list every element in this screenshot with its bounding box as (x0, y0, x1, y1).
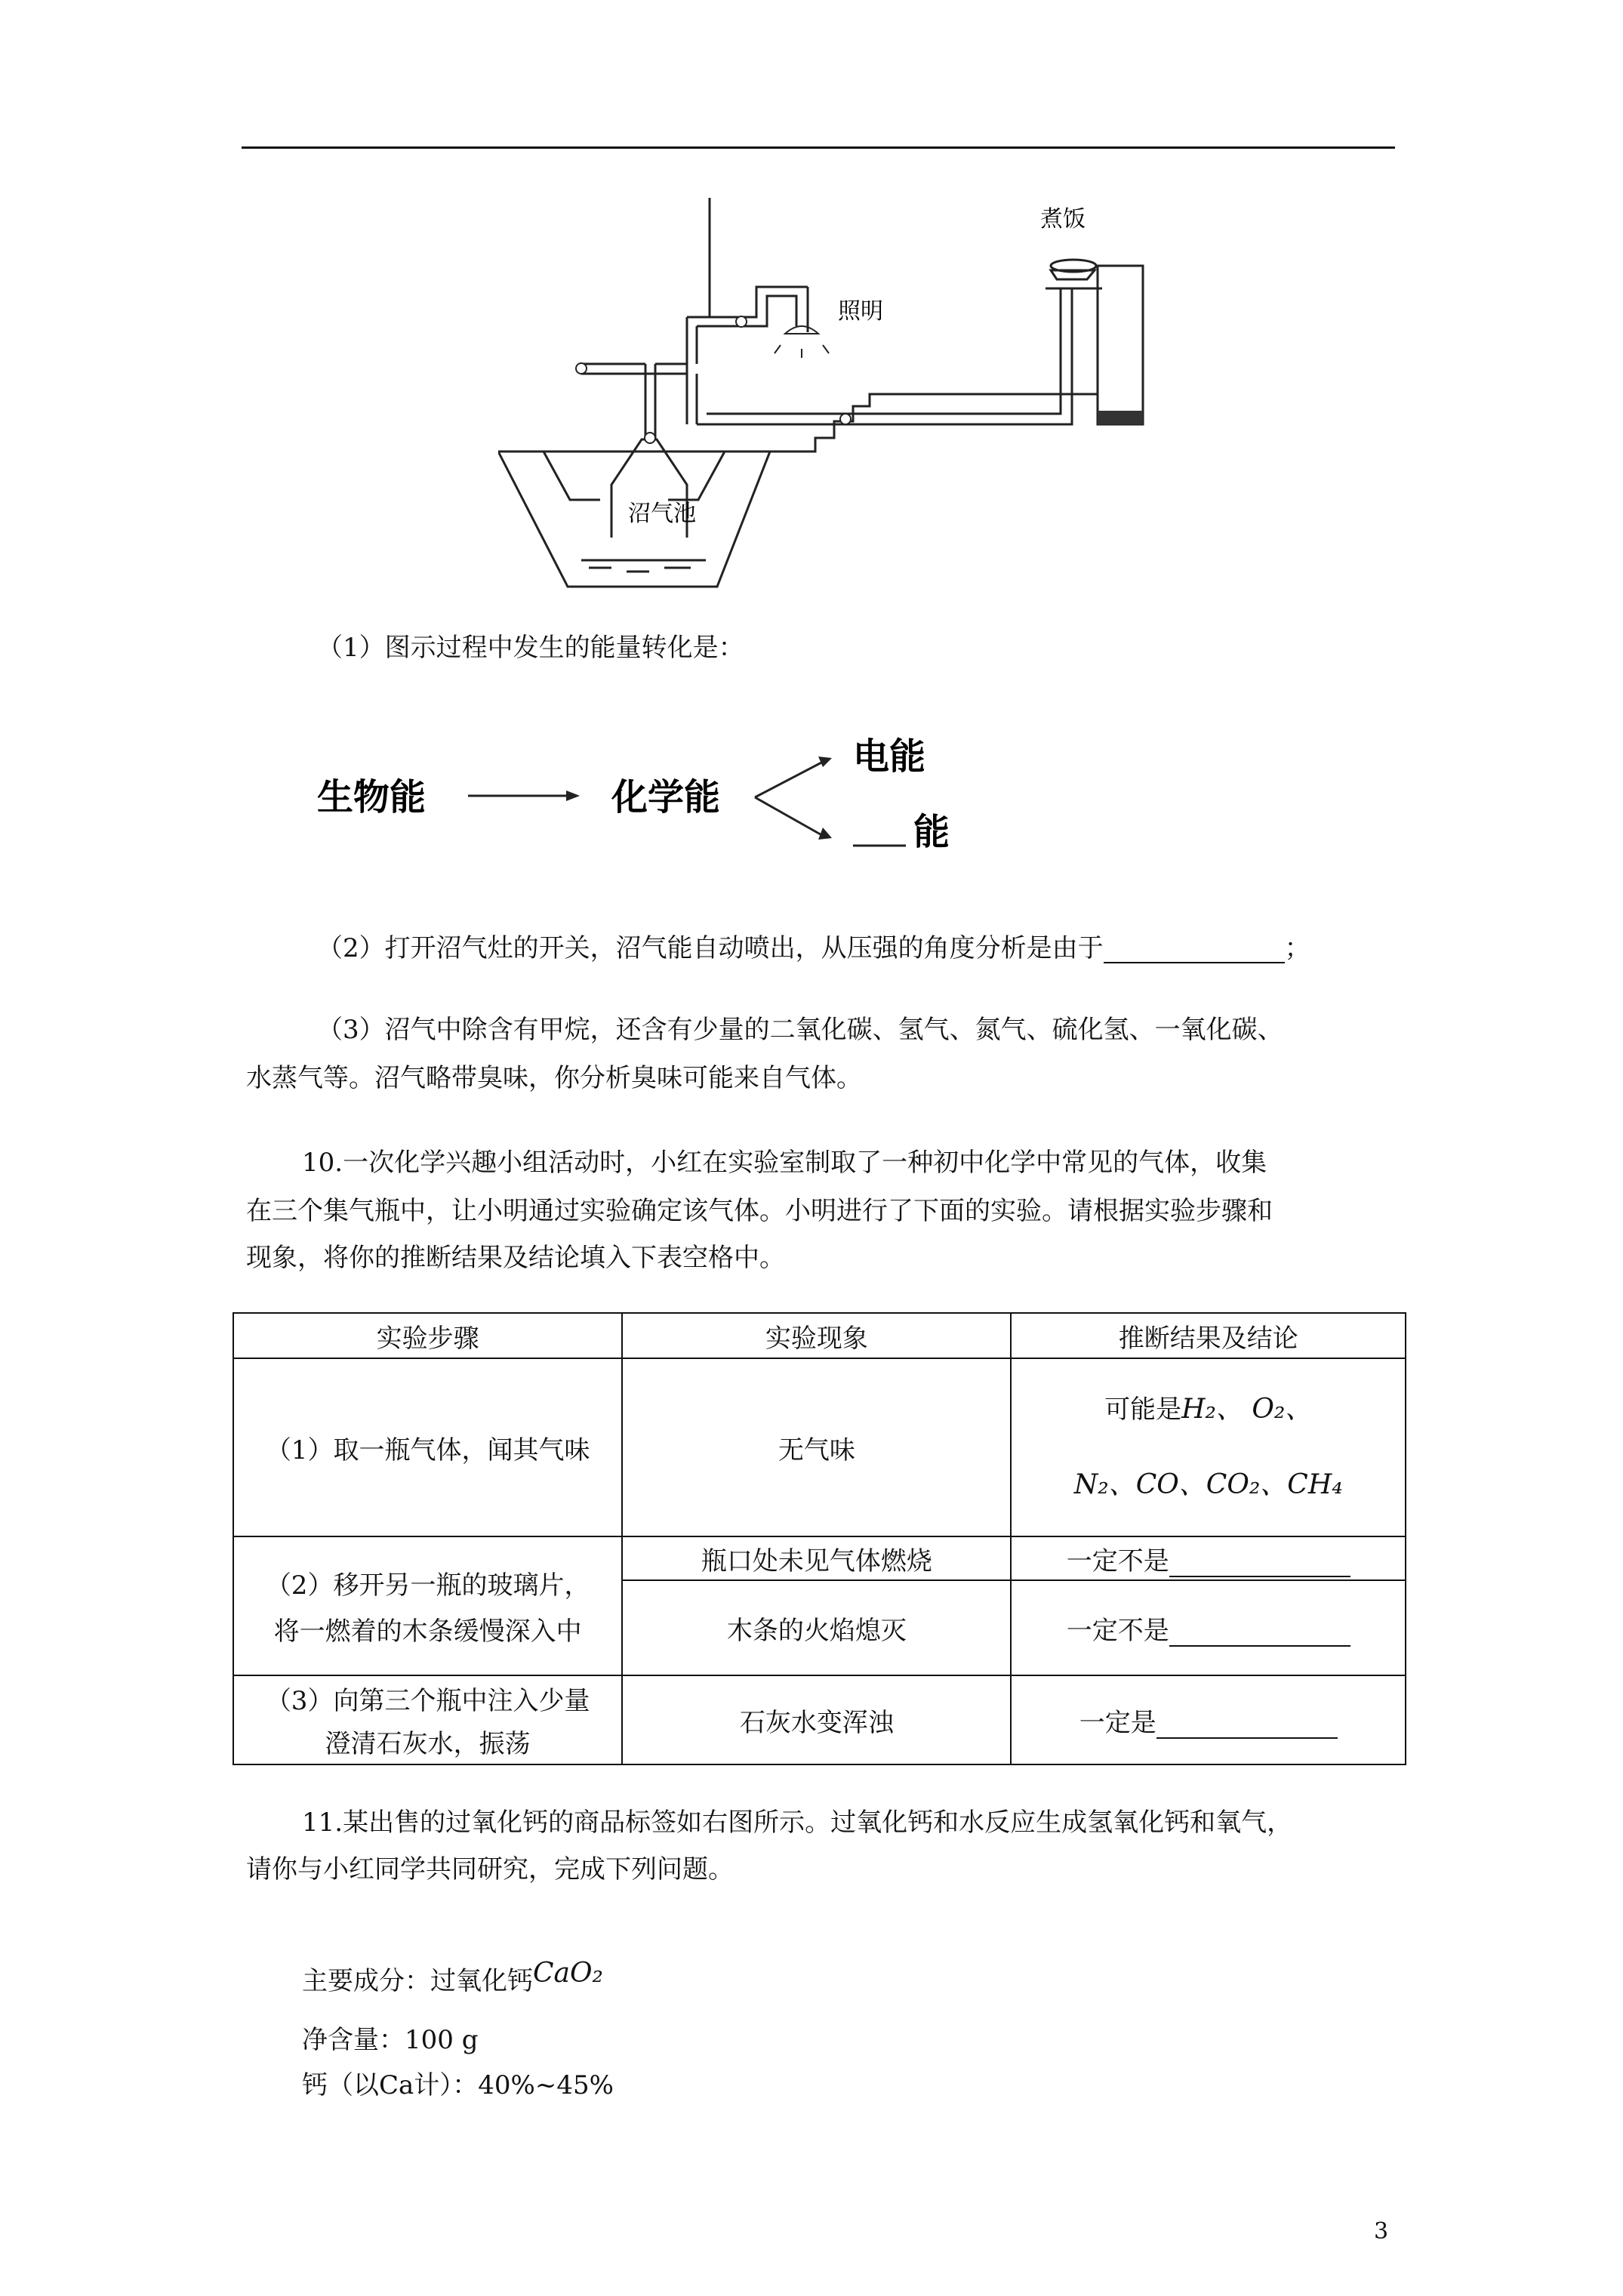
question-2 (317, 933, 1310, 963)
question-1: （1）图示过程中发生的能量转化是： (317, 633, 744, 663)
question-10-line1: 10.一次化学兴趣小组活动时，小红在实验室制取了一种初中化学中常见的气体，收集 (302, 1148, 1267, 1178)
row3-step (233, 1675, 622, 1764)
label-ingredient-text: 主要成分：过氧化钙 (302, 1966, 533, 1996)
row3-step-line1: （3）向第三个瓶中注入少量 (265, 1686, 590, 1716)
question-11-line1: 11.某出售的过氧化钙的商品标签如右图所示。过氧化钙和水反应生成氢氧化钙和氧气， (302, 1808, 1293, 1838)
chemical-energy: 化学能 (611, 776, 721, 818)
biological-energy: 生物能 (317, 776, 427, 818)
table-row (233, 1675, 1406, 1764)
row1-phenomenon: 无气味 (622, 1358, 1011, 1536)
question-3-line1: （3）沼气中除含有甲烷，还含有少量的二氧化碳、氢气、氮气、硫化氢、一氧化碳、 (317, 1015, 1283, 1045)
header-steps: 实验步骤 (233, 1313, 622, 1358)
row2-conclusion-a-text: 一定不是 (1066, 1546, 1169, 1576)
question-2-end: ； (1284, 933, 1310, 963)
row2-step-line1: （2）移开另一瓶的玻璃片， (265, 1570, 590, 1601)
header-conclusion: 推断结果及结论 (1011, 1313, 1406, 1358)
row3-blank[interactable] (1156, 1715, 1338, 1739)
label-formula: CaO₂ (533, 1958, 603, 1989)
cooking-label: 煮饭 (1040, 206, 1086, 233)
pool-label: 沼气池 (628, 501, 696, 527)
row2-conclusion-b-text: 一定不是 (1066, 1615, 1169, 1646)
question-11-line2: 请你与小红同学共同研究，完成下列问题。 (246, 1854, 734, 1885)
table-header-row (233, 1313, 1406, 1358)
table-row (233, 1358, 1406, 1536)
row1-gases-line2: N₂、CO、CO₂、CH₄ (1073, 1469, 1343, 1500)
row1-gases-line1: H₂、 O₂、 (1181, 1394, 1313, 1425)
row2-conclusion-b (1011, 1580, 1406, 1675)
blank-energy: 能 (913, 811, 950, 853)
table-row (233, 1536, 1406, 1580)
label-calcium: 钙（以Ca计）：40%~45% (302, 2070, 614, 2100)
label-ingredient (302, 1958, 603, 1996)
row2-blank-a[interactable] (1169, 1553, 1350, 1577)
row2-phenomenon-a: 瓶口处未见气体燃烧 (622, 1536, 1011, 1580)
row2-blank-b[interactable] (1169, 1623, 1350, 1647)
page-number: 3 (1374, 2218, 1389, 2245)
row2-conclusion-a (1011, 1536, 1406, 1580)
electric-energy: 电能 (853, 735, 926, 778)
row1-step: （1）取一瓶气体，闻其气味 (233, 1358, 622, 1536)
question-2-text: （2）打开沼气灶的开关，沼气能自动喷出，从压强的角度分析是由于 (317, 933, 1104, 963)
question-2-blank[interactable] (1104, 939, 1285, 963)
row3-conclusion-text: 一定是 (1079, 1707, 1156, 1738)
energy-flow (317, 717, 996, 868)
row2-step (233, 1536, 622, 1675)
header-rule (242, 146, 1395, 149)
experiment-table (233, 1312, 1406, 1765)
row3-phenomenon: 石灰水变浑浊 (622, 1675, 1011, 1764)
lighting-label: 照明 (838, 298, 883, 325)
question-10-line3: 现象，将你的推断结果及结论填入下表空格中。 (246, 1243, 785, 1273)
row3-conclusion (1011, 1675, 1406, 1764)
question-10-line2: 在三个集气瓶中，让小明通过实验确定该气体。小明进行了下面的实验。请根据实验步骤和 (246, 1196, 1273, 1226)
header-phenomenon: 实验现象 (622, 1313, 1011, 1358)
label-net-content: 净含量：100 g (302, 2025, 479, 2055)
row1-conclusion (1011, 1358, 1406, 1536)
row2-step-line2: 将一燃着的木条缓慢深入中 (273, 1616, 582, 1647)
question-3-line2: 水蒸气等。沼气略带臭味，你分析臭味可能来自气体。 (246, 1063, 862, 1093)
row1-conclusion-prefix: 可能是 (1104, 1395, 1182, 1425)
biogas-diagram (498, 198, 1193, 621)
row3-step-line2: 澄清石灰水，振荡 (325, 1729, 531, 1759)
row2-phenomenon-b: 木条的火焰熄灭 (622, 1580, 1011, 1675)
